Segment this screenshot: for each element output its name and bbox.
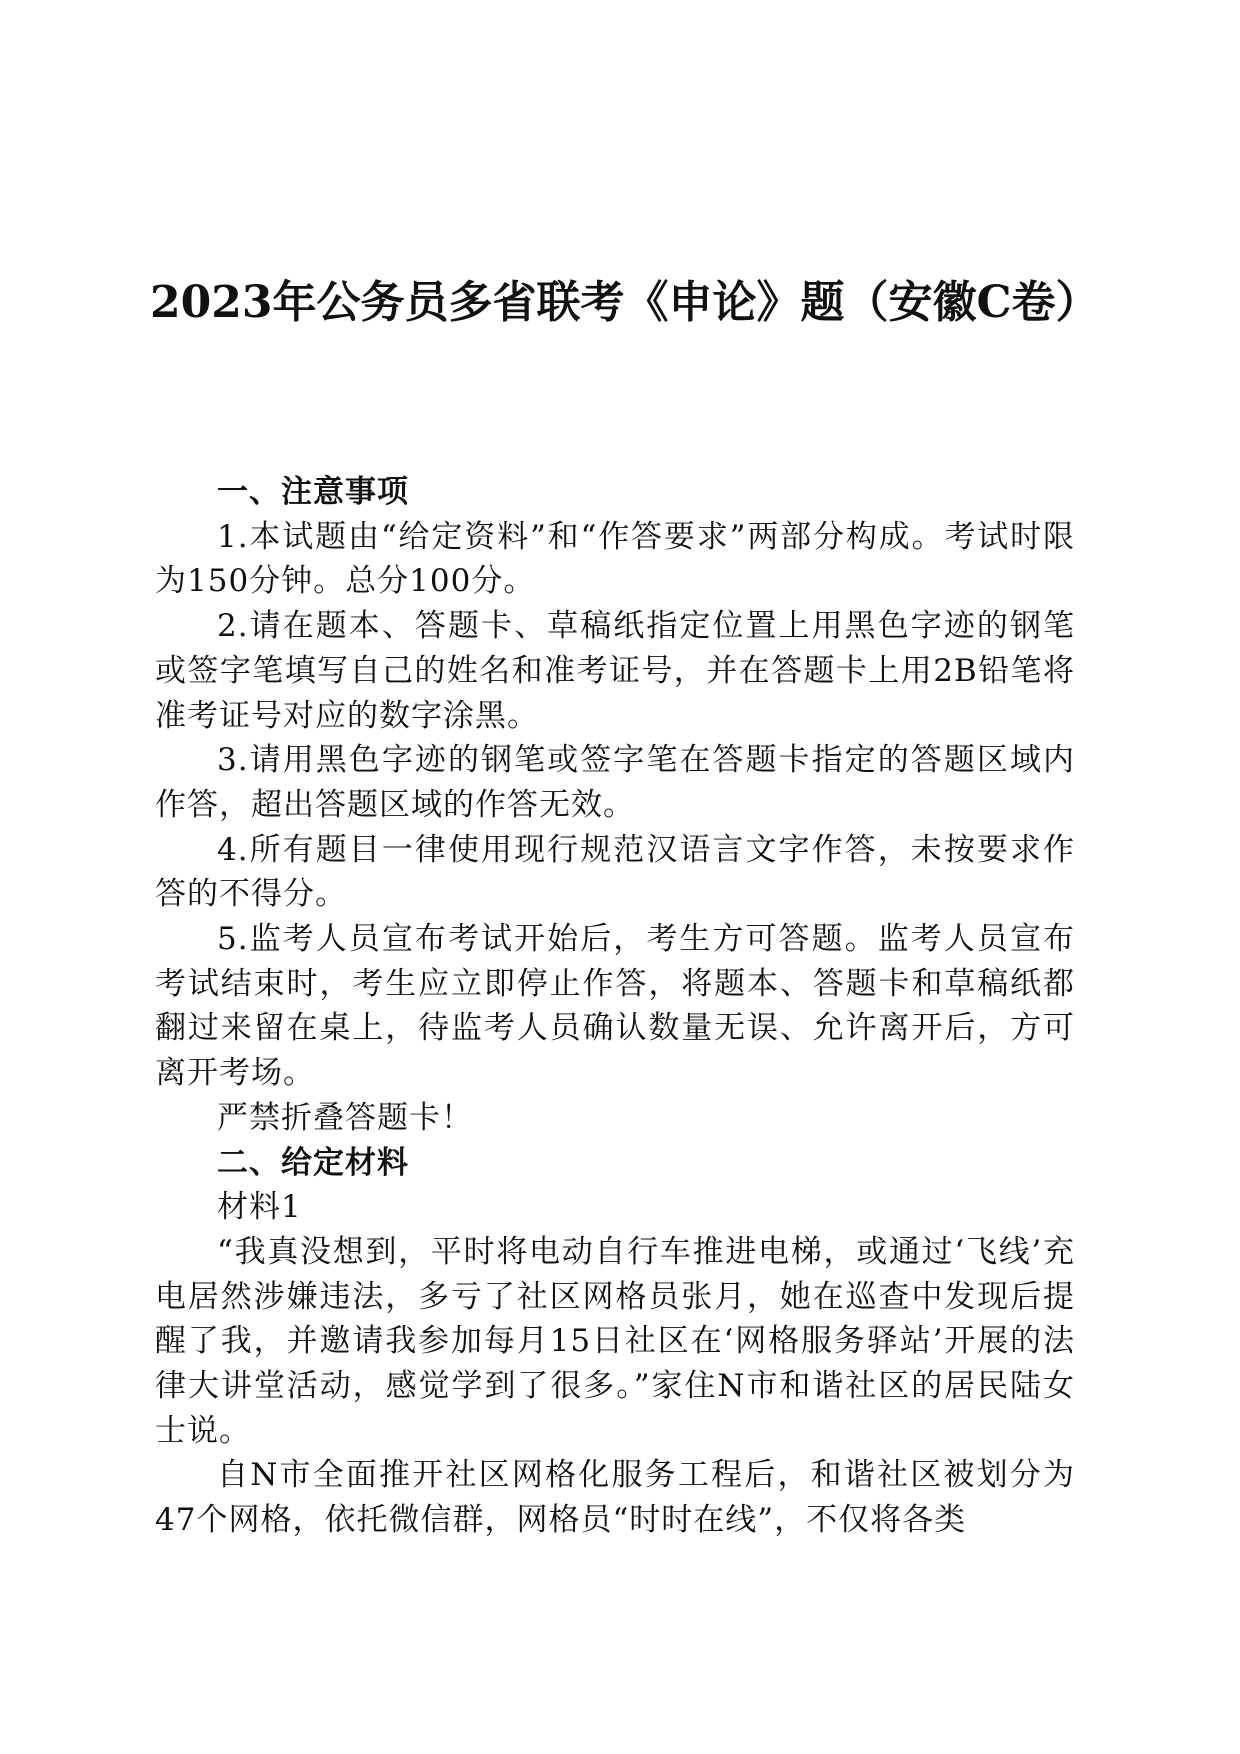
notice-item-5: 5.监考人员宣布考试开始后，考生方可答题。监考人员宣布考试结束时，考生应立即停止作答，将题本、答题卡和草稿纸都翻过来留在桌上，待监考人员确认数量无误、允许离开后，方可离开考场。	[155, 921, 1075, 1092]
notice-warning: 严禁折叠答题卡！	[217, 1099, 473, 1136]
material-paragraph-2: 自N市全面推开社区网格化服务工程后，和谐社区被划分为47个网格，依托微信群，网格员“时时在线”，不仅将各类	[155, 1457, 1075, 1539]
notice-item-2: 2.请在题本、答题卡、草稿纸指定位置上用黑色字迹的钢笔或签字笔填写自己的姓名和准考证号，并在答题卡上用2B铅笔将准考证号对应的数字涂黑。	[155, 608, 1075, 734]
notice-item-3: 3.请用黑色字迹的钢笔或签字笔在答题卡指定的答题区域内作答，超出答题区域的作答无效。	[155, 742, 1075, 823]
notice-item-4: 4.所有题目一律使用现行规范汉语言文字作答，未按要求作答的不得分。	[155, 831, 1075, 913]
section-heading-notice: 一、注意事项	[217, 474, 409, 510]
material-paragraph-1: “我真没想到，平时将电动自行车推进电梯，或通过‘飞线’充电居然涉嫌违法，多亏了社区网格员张月，她在巡查中发现后提醒了我，并邀请我参加每月15日社区在‘网格服务驿站’开展的法律大讲堂活动，感觉学到了很多。”家住N市和谐社区的居民陆女士说。	[155, 1233, 1075, 1449]
document-title: 2023年公务员多省联考《申论》题（安徽C卷）	[150, 277, 1100, 328]
notice-item-1: 1.本试题由“给定资料”和“作答要求”两部分构成。考试时限为150分钟。总分100分。	[155, 518, 1075, 600]
document-body	[155, 470, 1075, 1543]
material-label: 材料1	[217, 1189, 302, 1226]
section-heading-materials: 二、给定材料	[217, 1144, 409, 1181]
